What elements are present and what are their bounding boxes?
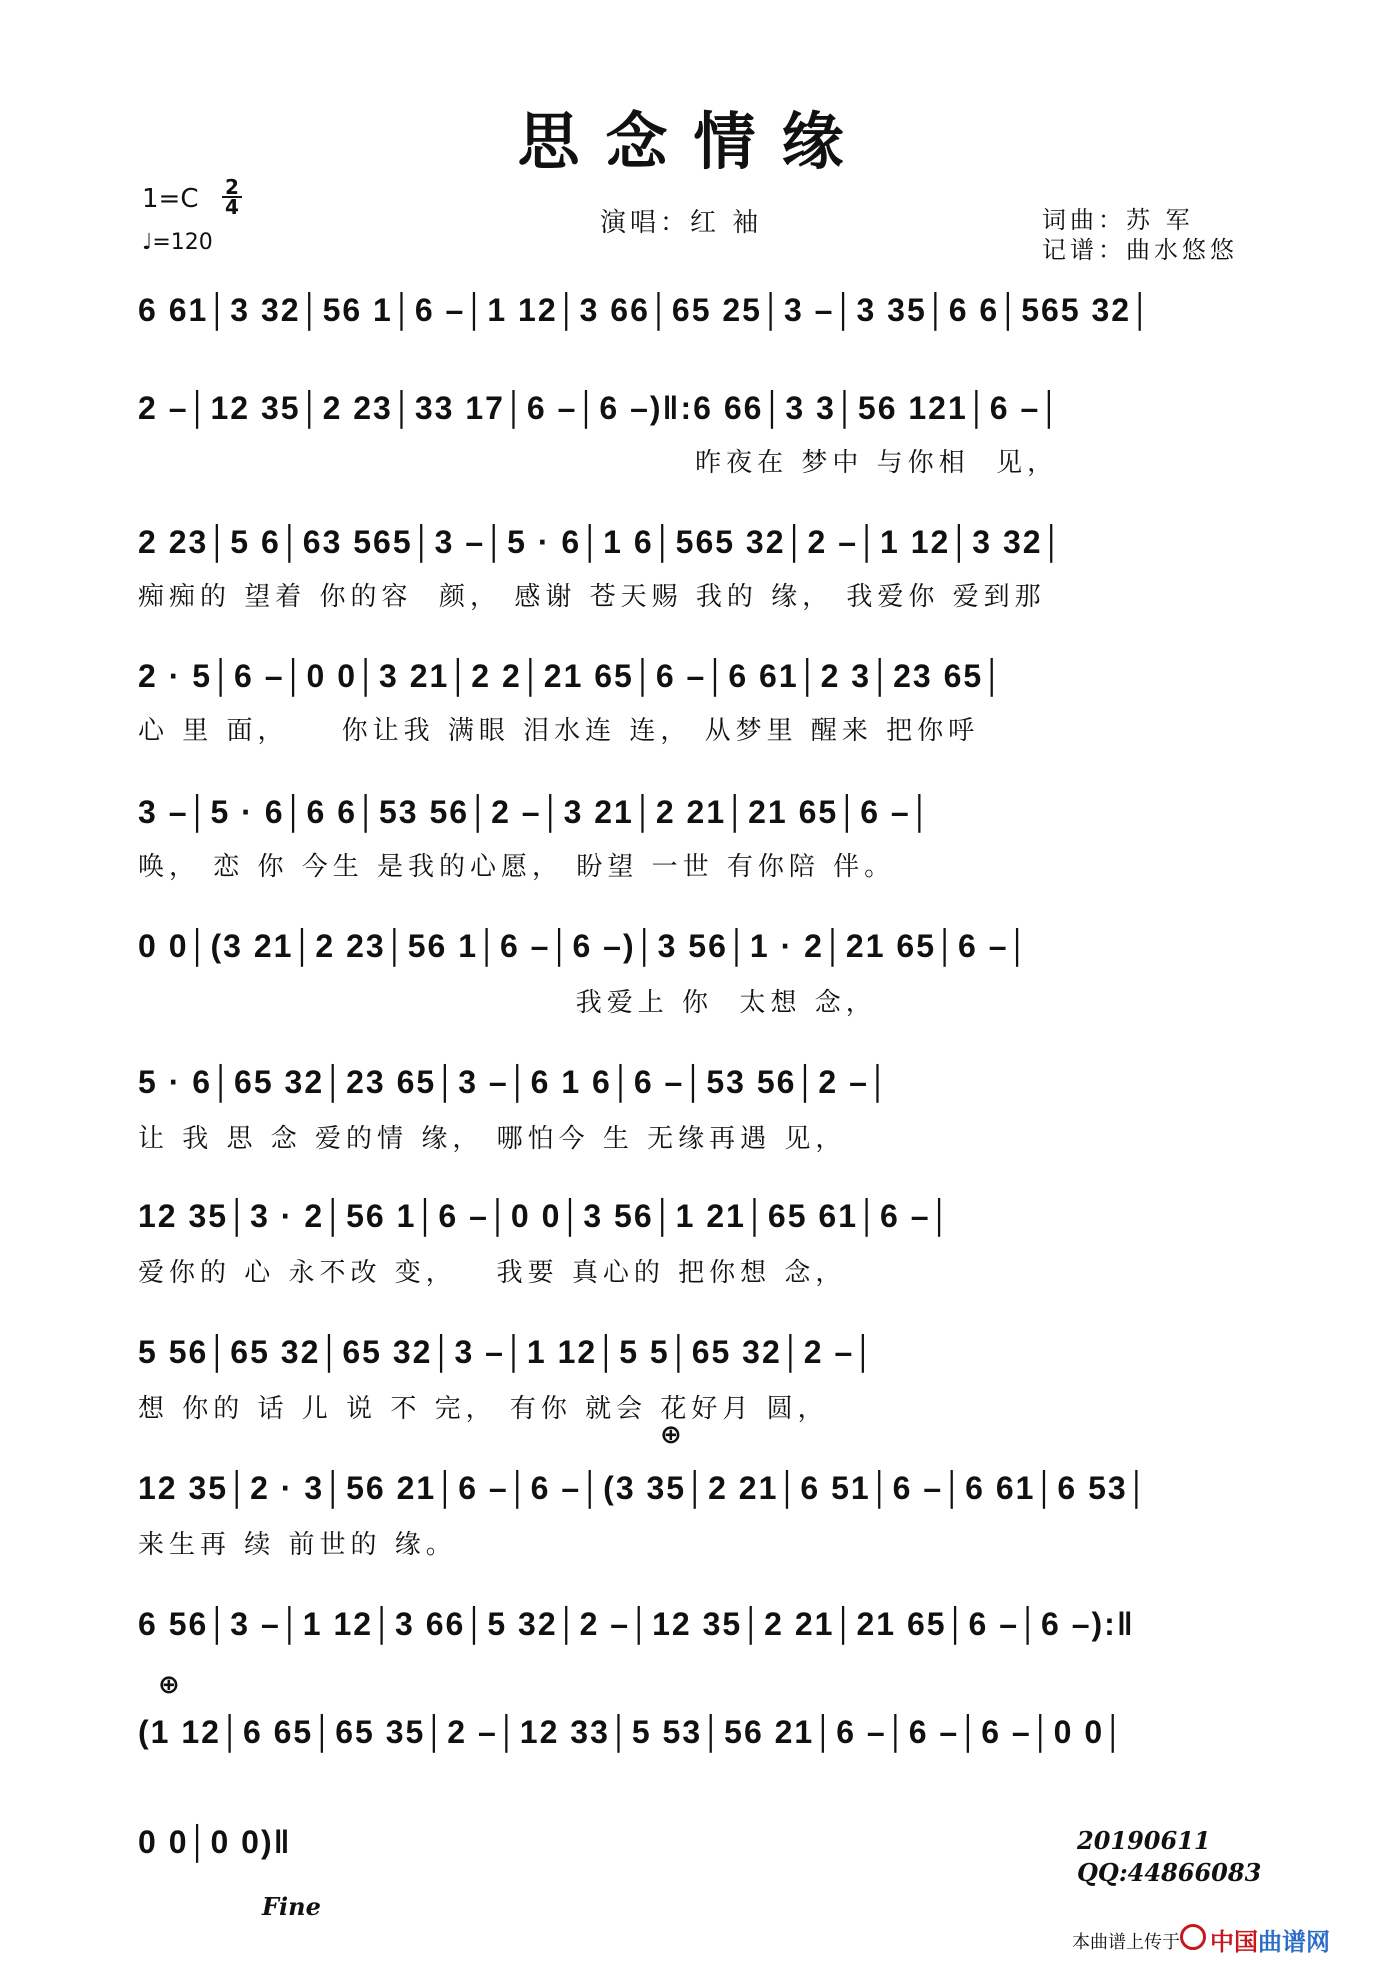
time-signature	[222, 175, 242, 219]
score-line-6-lyrics: 我爱上 你 太想 念，	[138, 988, 877, 1018]
date-stamp: 20190611	[1077, 1826, 1211, 1855]
score-line-3-notes: 2 23│5 6│63 565│3 –│5 · 6│1 6│565 32│2 –│1 12│3 32│	[138, 524, 1065, 560]
fine-marking: Fine	[262, 1892, 321, 1921]
coda-symbol-1: ⊕	[660, 1420, 682, 1450]
score-line-9-lyrics: 想 你的 话 儿 说 不 完， 有你 就会 花好月 圆，	[138, 1394, 829, 1424]
transcriber-credit: 记谱：曲水悠悠	[1042, 236, 1238, 264]
score-line-4-lyrics: 心 里 面， 你让我 满眼 泪水连 连， 从梦里 醒来 把你呼	[138, 716, 980, 746]
score-line-12-notes: (1 12│6 65│65 35│2 –│12 33│5 53│56 21│6 –│6 –│6 –│0 0│	[138, 1714, 1127, 1750]
coda-symbol-2: ⊕	[158, 1670, 180, 1700]
score-line-3-lyrics: 痴痴的 望着 你的容 颜， 感谢 苍天赐 我的 缘， 我爱你 爱到那	[138, 582, 1046, 612]
score-line-11-notes: 6 56│3 –│1 12│3 66│5 32│2 –│12 35│2 21│21 65│6 –│6 –):‖	[138, 1606, 1135, 1642]
score-line-10-lyrics: 来生再 续 前世的 缘。	[138, 1530, 457, 1560]
site-brand-part-2: 曲谱网	[1258, 1928, 1330, 1956]
score-line-8-lyrics: 爱你的 心 永不改 变， 我要 真心的 把你想 念，	[138, 1258, 847, 1288]
tempo-marking: ♩=120	[142, 230, 213, 255]
score-line-8-notes: 12 35│3 · 2│56 1│6 –│0 0│3 56│1 21│65 61│6 –│	[138, 1198, 953, 1234]
time-signature-bottom: 4	[222, 196, 242, 216]
score-line-10-notes: 12 35│2 · 3│56 21│6 –│6 –│(3 35│2 21│6 51│6 –│6 61│6 53│	[138, 1470, 1150, 1506]
score-line-6-notes: 0 0│(3 21│2 23│56 1│6 –│6 –)│3 56│1 · 2│21 65│6 –│	[138, 928, 1031, 964]
score-line-5-notes: 3 –│5 · 6│6 6│53 56│2 –│3 21│2 21│21 65│6 –│	[138, 794, 933, 830]
key-signature: 1=C	[142, 184, 199, 214]
qq-contact: QQ:44866083	[1077, 1858, 1262, 1887]
score-line-7-notes: 5 · 6│65 32│23 65│3 –│6 1 6│6 –│53 56│2 –│	[138, 1064, 891, 1100]
score-line-7-lyrics: 让 我 思 念 爱的情 缘， 哪怕今 生 无缘再遇 见，	[138, 1124, 847, 1154]
site-logo-icon	[1180, 1924, 1206, 1950]
score-line-4-notes: 2 · 5│6 –│0 0│3 21│2 2│21 65│6 –│6 61│2 3│23 65│	[138, 658, 1006, 694]
score-line-13-notes: 0 0│0 0)‖	[138, 1824, 292, 1860]
time-signature-top: 2	[225, 175, 239, 199]
score-line-9-notes: 5 56│65 32│65 32│3 –│1 12│5 5│65 32│2 –│	[138, 1334, 877, 1370]
score-line-2-lyrics: 昨夜在 梦中 与你相 见，	[138, 448, 1059, 478]
site-brand-part-1: 中国	[1210, 1928, 1258, 1956]
composer-credit: 词曲：苏 军	[1042, 206, 1194, 234]
score-line-5-lyrics: 唤， 恋 你 今生 是我的心愿， 盼望 一世 有你陪 伴。	[138, 852, 896, 882]
upload-note: 本曲谱上传于	[1072, 1932, 1180, 1953]
site-brand[interactable]	[1210, 1922, 1330, 1957]
song-title: 思念情缘	[517, 105, 870, 178]
singer-credit: 演唱：红 袖	[600, 208, 763, 238]
score-line-1-notes: 6 61│3 32│56 1│6 –│1 12│3 66│65 25│3 –│3 35│6 6│565 32│	[138, 292, 1154, 328]
score-line-2-notes: 2 –│12 35│2 23│33 17│6 –│6 –)‖:6 66│3 3│56 121│6 –│	[138, 390, 1063, 426]
